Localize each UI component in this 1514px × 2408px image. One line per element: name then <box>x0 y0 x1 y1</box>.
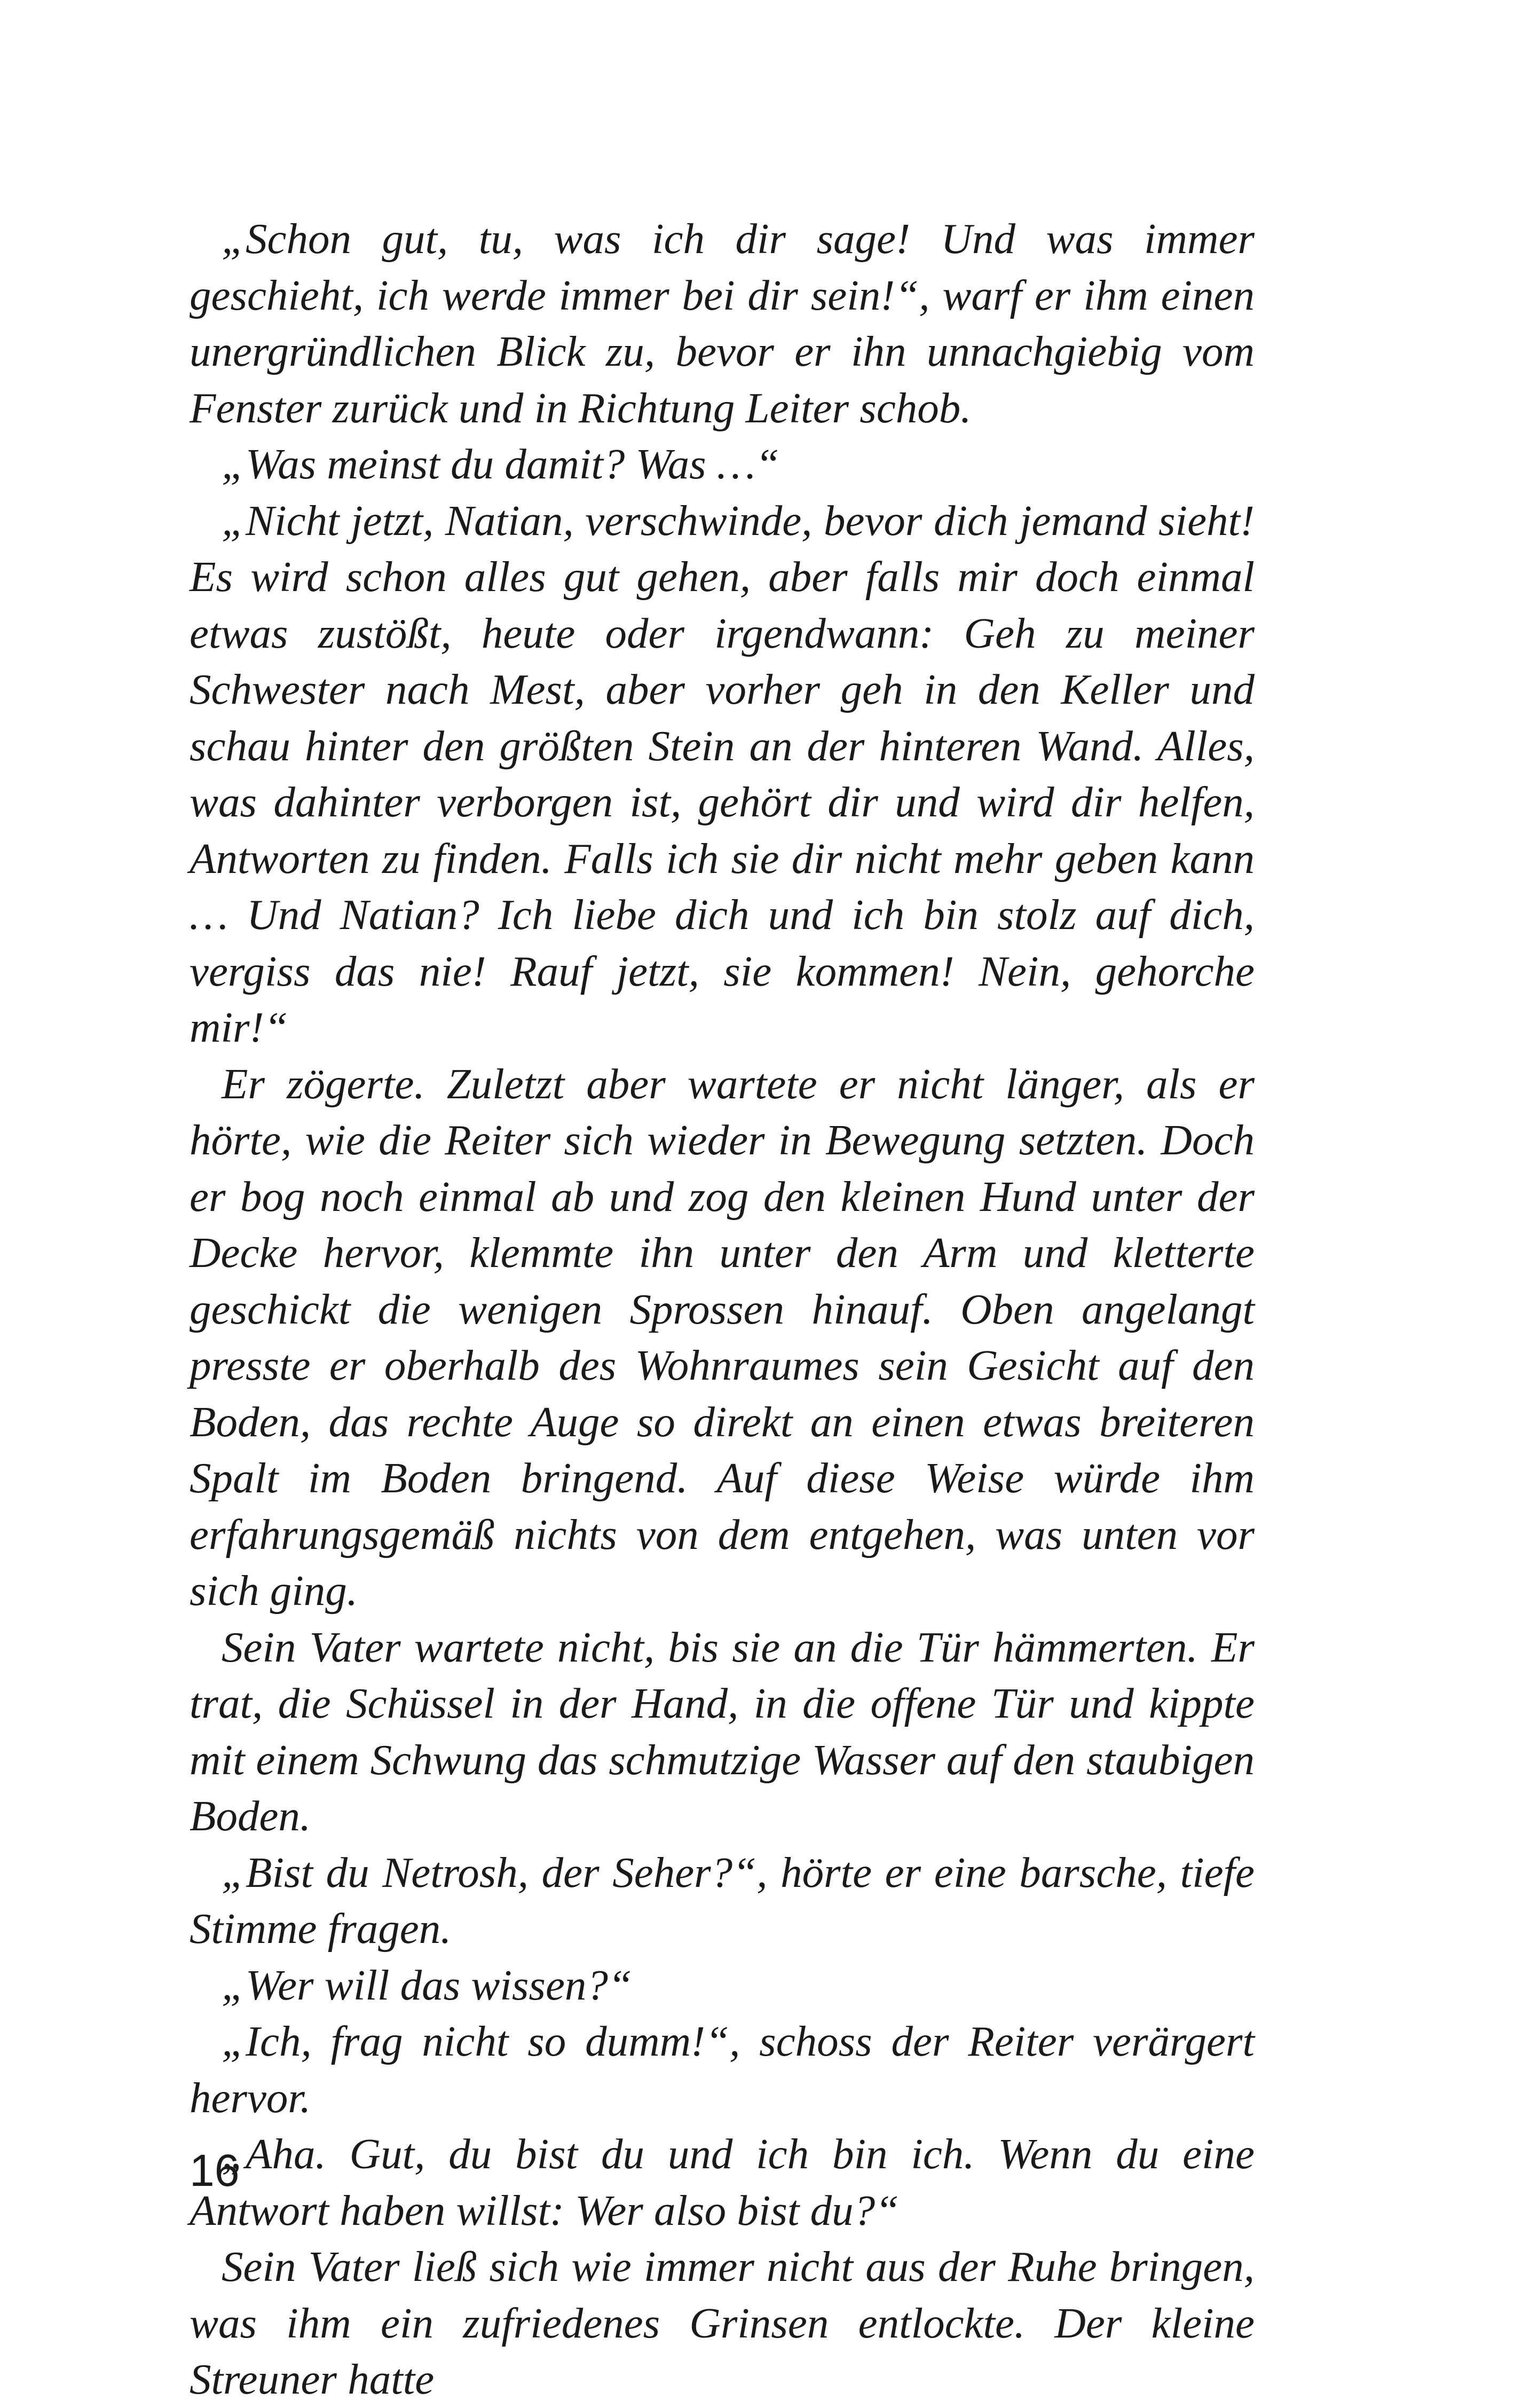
paragraph: „Bist du Netrosh, der Seher?“, hörte er eine barsche, tiefe Stimme fragen. <box>190 1848 1255 1953</box>
paragraph: „Nicht jetzt, Natian, verschwinde, bevor dich jemand sieht! Es wird schon alles gut gehen, aber falls mir doch einmal etwas zustößt, heute oder irgendwann: Geh zu meiner Schwester nach Mest, aber vorher geh in den Keller und schau hinter den größten Stein an der hinteren Wand. Alles, was dahinter verborgen ist, gehört dir und wird dir helfen, Antworten zu finden. Falls ich sie dir nicht mehr geben kann … Und Natian? Ich liebe dich und ich bin stolz auf dich, vergiss das nie! Rauf jetzt, sie kommen! Nein, gehorche mir!“ <box>190 496 1255 1051</box>
paragraph: „Wer will das wissen?“ <box>222 1961 632 2009</box>
paragraph: „Ich, frag nicht so dumm!“, schoss der Reiter verärgert hervor. <box>190 2017 1255 2122</box>
paragraph: „Schon gut, tu, was ich dir sage! Und was immer geschieht, ich werde immer bei dir sein!“, warf er ihm einen unergründlichen Blick zu, bevor er ihn unnachgiebig vom Fenster zurück und in Richtung Leiter schob. <box>190 215 1255 432</box>
body-text <box>190 211 1255 2408</box>
paragraph: „Aha. Gut, du bist du und ich bin ich. Wenn du eine Antwort haben willst: Wer also bist du?“ <box>190 2130 1255 2234</box>
paragraph: „Was meinst du damit? Was …“ <box>222 440 779 488</box>
page-number: 16 <box>190 2145 240 2195</box>
paragraph: Er zögerte. Zuletzt aber wartete er nicht länger, als er hörte, wie die Reiter sich wieder in Bewegung setzten. Doch er bog noch einmal ab und zog den kleinen Hund unter der Decke hervor, klemmte ihn unter den Arm und kletterte geschickt die wenigen Sprossen hinauf. Oben angelangt presste er oberhalb des Wohnraumes sein Gesicht auf den Boden, das rechte Auge so direkt an einen etwas breiteren Spalt im Boden bringend. Auf diese Weise würde ihm erfahrungsgemäß nichts von dem entgehen, was unten vor sich ging. <box>190 1059 1255 1615</box>
paragraph: Sein Vater ließ sich wie immer nicht aus der Ruhe bringen, was ihm ein zufriedenes Grinsen entlockte. Der kleine Streuner hatte <box>190 2242 1255 2403</box>
paragraph: Sein Vater wartete nicht, bis sie an die Tür hämmerten. Er trat, die Schüssel in der Hand, in die offene Tür und kippte mit einem Schwung das schmutzige Wasser auf den staubigen Boden. <box>190 1623 1255 1840</box>
